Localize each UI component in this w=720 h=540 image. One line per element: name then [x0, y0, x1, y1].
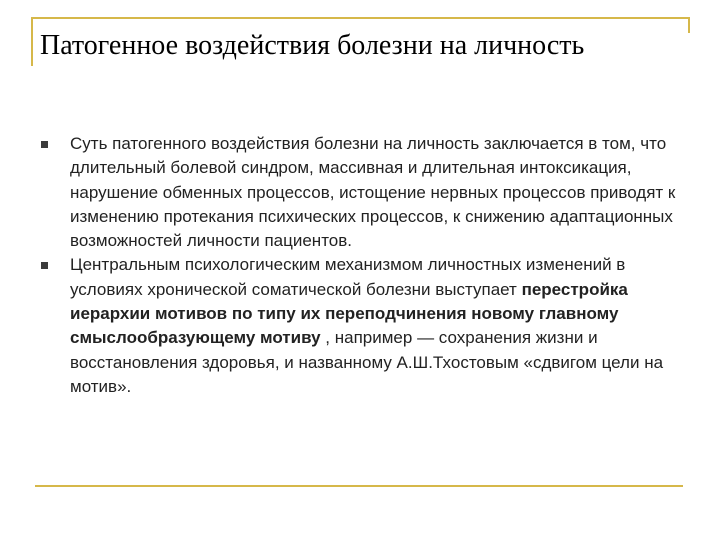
- bullet-text-2: [70, 255, 663, 395]
- slide-frame-top-line: [31, 17, 690, 19]
- slide-frame-left-line: [31, 17, 33, 66]
- bullet-text-2-after: , например — сохранения жизни и восстановления здоровья, и названному А.Ш.Тхостовым «сдвигом цели на мотив».: [70, 328, 664, 396]
- bullet-text-1: Суть патогенного воздействия болезни на личность заключается в том, что длительный болевой синдром, массивная и длительная интоксикация, нарушение обменных процессов, истощение нервных процессов приводят к изменению протекания психических процессов, к снижению адаптационных возможностей личности пациентов.: [70, 134, 676, 251]
- bullet-text-2-before: Центральным психологическим механизмом личностных изменений в условиях хронической соматической болезни выступает: [70, 255, 626, 299]
- bullet-list: [40, 132, 690, 399]
- slide-frame-right-line: [688, 17, 690, 33]
- square-bullet-icon: [41, 262, 48, 269]
- bullet-item-1: [40, 132, 690, 253]
- square-bullet-icon: [41, 141, 48, 148]
- bottom-divider: [35, 485, 683, 487]
- bullet-item-2: [40, 253, 690, 399]
- bullet-text-2-bold: перестройка иерархии мотивов по типу их переподчинения новому главному смыслообразующему мотиву: [70, 279, 628, 348]
- slide-title: Патогенное воздействия болезни на личность: [40, 30, 585, 61]
